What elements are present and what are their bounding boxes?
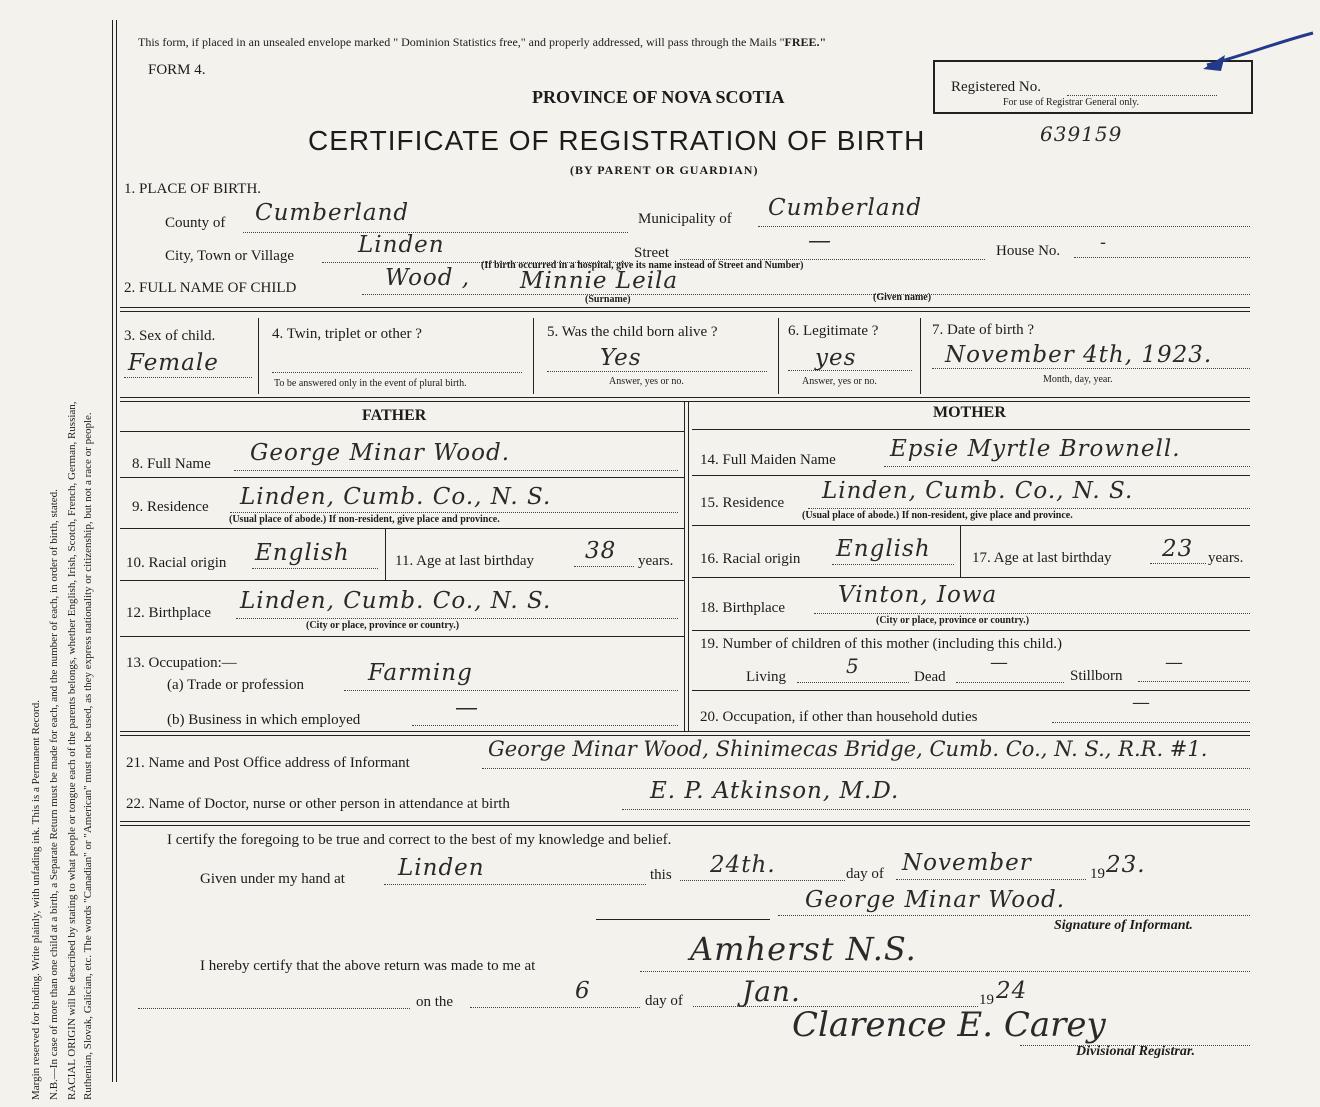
father-residence-note: (Usual place of abode.) If non-resident, give place and province.: [229, 514, 500, 525]
page-subtitle: (BY PARENT OR GUARDIAN): [570, 163, 759, 177]
mother-birthplace-value: Vinton, Iowa: [838, 582, 998, 608]
mother-name-label: 14. Full Maiden Name: [700, 452, 836, 468]
house-value: -: [1100, 232, 1108, 253]
child-surname: Wood ,: [385, 265, 471, 291]
margin-notes: [22, 10, 112, 1100]
dead-label: Dead: [914, 669, 946, 685]
mother-age-label: 17. Age at last birthday: [972, 550, 1112, 566]
mother-name-value: Epsie Myrtle Brownell.: [890, 436, 1181, 462]
street-value: —: [808, 228, 832, 254]
informant-label: 21. Name and Post Office address of Informant: [126, 755, 410, 771]
registrar-place: Amherst N.S.: [690, 930, 917, 968]
sex-label: 3. Sex of child.: [124, 328, 216, 344]
stillborn-label: Stillborn: [1070, 668, 1123, 684]
postal-note: [138, 35, 826, 50]
margin-line-3: RACIAL ORIGIN will be described by stating to what people or tongue each of the parents belongs, whether English, Irish, Scotch, French, German, Russian,: [66, 401, 78, 1100]
occupation-label: 13. Occupation:—: [126, 655, 237, 671]
legitimate-value: yes: [815, 345, 857, 371]
father-residence-value: Linden, Cumb. Co., N. S.: [240, 484, 552, 510]
informant-signature: George Minar Wood.: [805, 887, 1066, 913]
doctor-label: 22. Name of Doctor, nurse or other person in attendance at birth: [126, 796, 510, 812]
business-value: —: [455, 695, 479, 721]
mother-birthplace-note: (City or place, province or country.): [876, 615, 1030, 626]
reg-year-prefix: 19: [979, 992, 994, 1008]
dob-note: Month, day, year.: [1043, 374, 1113, 385]
binding-rule: [112, 20, 113, 1082]
mother-racial-value: English: [836, 536, 931, 562]
business-label: (b) Business in which employed: [167, 712, 361, 728]
father-racial-label: 10. Racial origin: [126, 555, 227, 571]
reg-day: 6: [575, 978, 591, 1004]
dob-value: November 4th, 1923.: [945, 342, 1213, 368]
place-heading: 1. PLACE OF BIRTH.: [124, 181, 262, 197]
legitimate-label: 6. Legitimate ?: [788, 323, 879, 339]
trade-label: (a) Trade or profession: [167, 677, 305, 693]
mother-residence-value: Linden, Cumb. Co., N. S.: [822, 478, 1134, 504]
certify-statement: I certify the foregoing to be true and correct to the best of my knowledge and belief.: [167, 832, 672, 848]
city-label: City, Town or Village: [165, 248, 295, 264]
form-number: FORM 4.: [148, 62, 206, 78]
cert-day: 24th.: [710, 852, 776, 878]
municipality-value: Cumberland: [768, 195, 923, 221]
registrar-signature: Clarence E. Carey: [792, 1005, 1106, 1045]
registrar-statement: I hereby certify that the above return was made to me at: [200, 958, 536, 974]
mother-occupation-value: —: [1132, 692, 1151, 713]
cert-month: November: [902, 850, 1032, 876]
arrow-mark: [1195, 25, 1320, 80]
father-age-label: 11. Age at last birthday: [395, 553, 534, 569]
twin-label: 4. Twin, triplet or other ?: [272, 326, 422, 342]
street-label: Street: [634, 245, 669, 261]
legitimate-note: Answer, yes or no.: [802, 376, 877, 387]
hospital-note: (If birth occurred in a hospital, give its name instead of Street and Number): [481, 260, 804, 271]
certificate-number: 639159: [1040, 122, 1123, 146]
alive-label: 5. Was the child born alive ?: [547, 324, 718, 340]
father-birthplace-label: 12. Birthplace: [126, 605, 211, 621]
binding-rule-2: [116, 20, 117, 1082]
house-label: House No.: [996, 243, 1061, 259]
living-label: Living: [746, 669, 786, 685]
margin-line-4: Ruthenian, Slovak, Galician, etc. The words "Canadian" or "American" must not be used, as they express nationality or citizenship, but not a race or people.: [82, 412, 94, 1100]
child-name-label: 2. FULL NAME OF CHILD: [124, 280, 297, 296]
father-years: years.: [638, 553, 674, 569]
doctor-value: E. P. Atkinson, M.D.: [650, 778, 900, 804]
father-name-value: George Minar Wood.: [250, 440, 511, 466]
trade-value: Farming: [368, 660, 473, 686]
mother-racial-label: 16. Racial origin: [700, 551, 801, 567]
father-racial-value: English: [255, 540, 350, 566]
living-value: 5: [846, 654, 860, 678]
father-birthplace-note: (City or place, province or country.): [306, 620, 460, 631]
margin-line-2: N.B.—In case of more than one child at a birth, a Separate Return must be made for each, and the number of each, in order of birth, stated.: [48, 489, 60, 1100]
county-label: County of: [165, 215, 226, 231]
county-value: Cumberland: [255, 200, 410, 226]
mother-age-value: 23: [1162, 536, 1194, 562]
father-residence-label: 9. Residence: [132, 499, 209, 515]
page-title: CERTIFICATE OF REGISTRATION OF BIRTH: [308, 125, 926, 156]
dead-value: —: [990, 652, 1009, 673]
on-the-label: on the: [416, 994, 454, 1010]
sex-value: Female: [128, 350, 219, 376]
stillborn-value: —: [1165, 652, 1184, 673]
postal-note-text: This form, if placed in an unsealed envelope marked " Dominion Statistics free," and properly addressed, will pass through the Mails ": [138, 35, 785, 49]
registered-label: Registered No.: [951, 79, 1041, 95]
father-name-label: 8. Full Name: [132, 456, 211, 472]
given-place: Linden: [398, 855, 485, 881]
child-given-name: Minnie Leila: [520, 268, 679, 294]
registered-note: For use of Registrar General only.: [1003, 97, 1139, 108]
alive-value: Yes: [600, 345, 642, 371]
postal-free: FREE.": [784, 35, 827, 49]
mother-birthplace-label: 18. Birthplace: [700, 600, 785, 616]
given-label: Given under my hand at: [200, 871, 345, 887]
this-label: this: [650, 867, 672, 883]
mother-years: years.: [1208, 550, 1244, 566]
twin-note: To be answered only in the event of plural birth.: [274, 378, 467, 389]
child-surname-text: Wood: [385, 265, 454, 291]
surname-note: (Surname): [585, 294, 631, 305]
mother-heading: MOTHER: [933, 404, 1006, 421]
signature-informant-label: Signature of Informant.: [1054, 918, 1193, 933]
municipality-label: Municipality of: [638, 211, 732, 227]
father-age-value: 38: [585, 538, 617, 564]
cert-year: 23.: [1106, 852, 1146, 878]
mother-residence-label: 15. Residence: [700, 495, 785, 511]
father-heading: FATHER: [362, 407, 427, 424]
father-birthplace-value: Linden, Cumb. Co., N. S.: [240, 588, 552, 614]
dob-label: 7. Date of birth ?: [932, 322, 1035, 338]
given-name-note: (Given name): [873, 292, 932, 303]
informant-value: George Minar Wood, Shinimecas Bridge, Cumb. Co., N. S., R.R. #1.: [488, 737, 1208, 761]
children-label: 19. Number of children of this mother (including this child.): [700, 636, 1063, 652]
day-of-label: day of: [846, 866, 884, 882]
alive-note: Answer, yes or no.: [609, 376, 684, 387]
mother-residence-note: (Usual place of abode.) If non-resident, give place and province.: [802, 510, 1073, 521]
reg-day-of-label: day of: [645, 993, 683, 1009]
divisional-registrar-label: Divisional Registrar.: [1076, 1044, 1196, 1059]
reg-year: 24: [996, 978, 1028, 1004]
reg-month: Jan.: [742, 975, 801, 1008]
cert-year-prefix: 19: [1090, 866, 1105, 882]
city-value: Linden: [358, 232, 445, 258]
mother-occupation-label: 20. Occupation, if other than household duties: [700, 709, 978, 725]
province-heading: PROVINCE OF NOVA SCOTIA: [532, 87, 785, 107]
margin-line-1: Margin reserved for binding. Write plainly, with unfading ink. This is a Permanent Record.: [30, 700, 42, 1100]
